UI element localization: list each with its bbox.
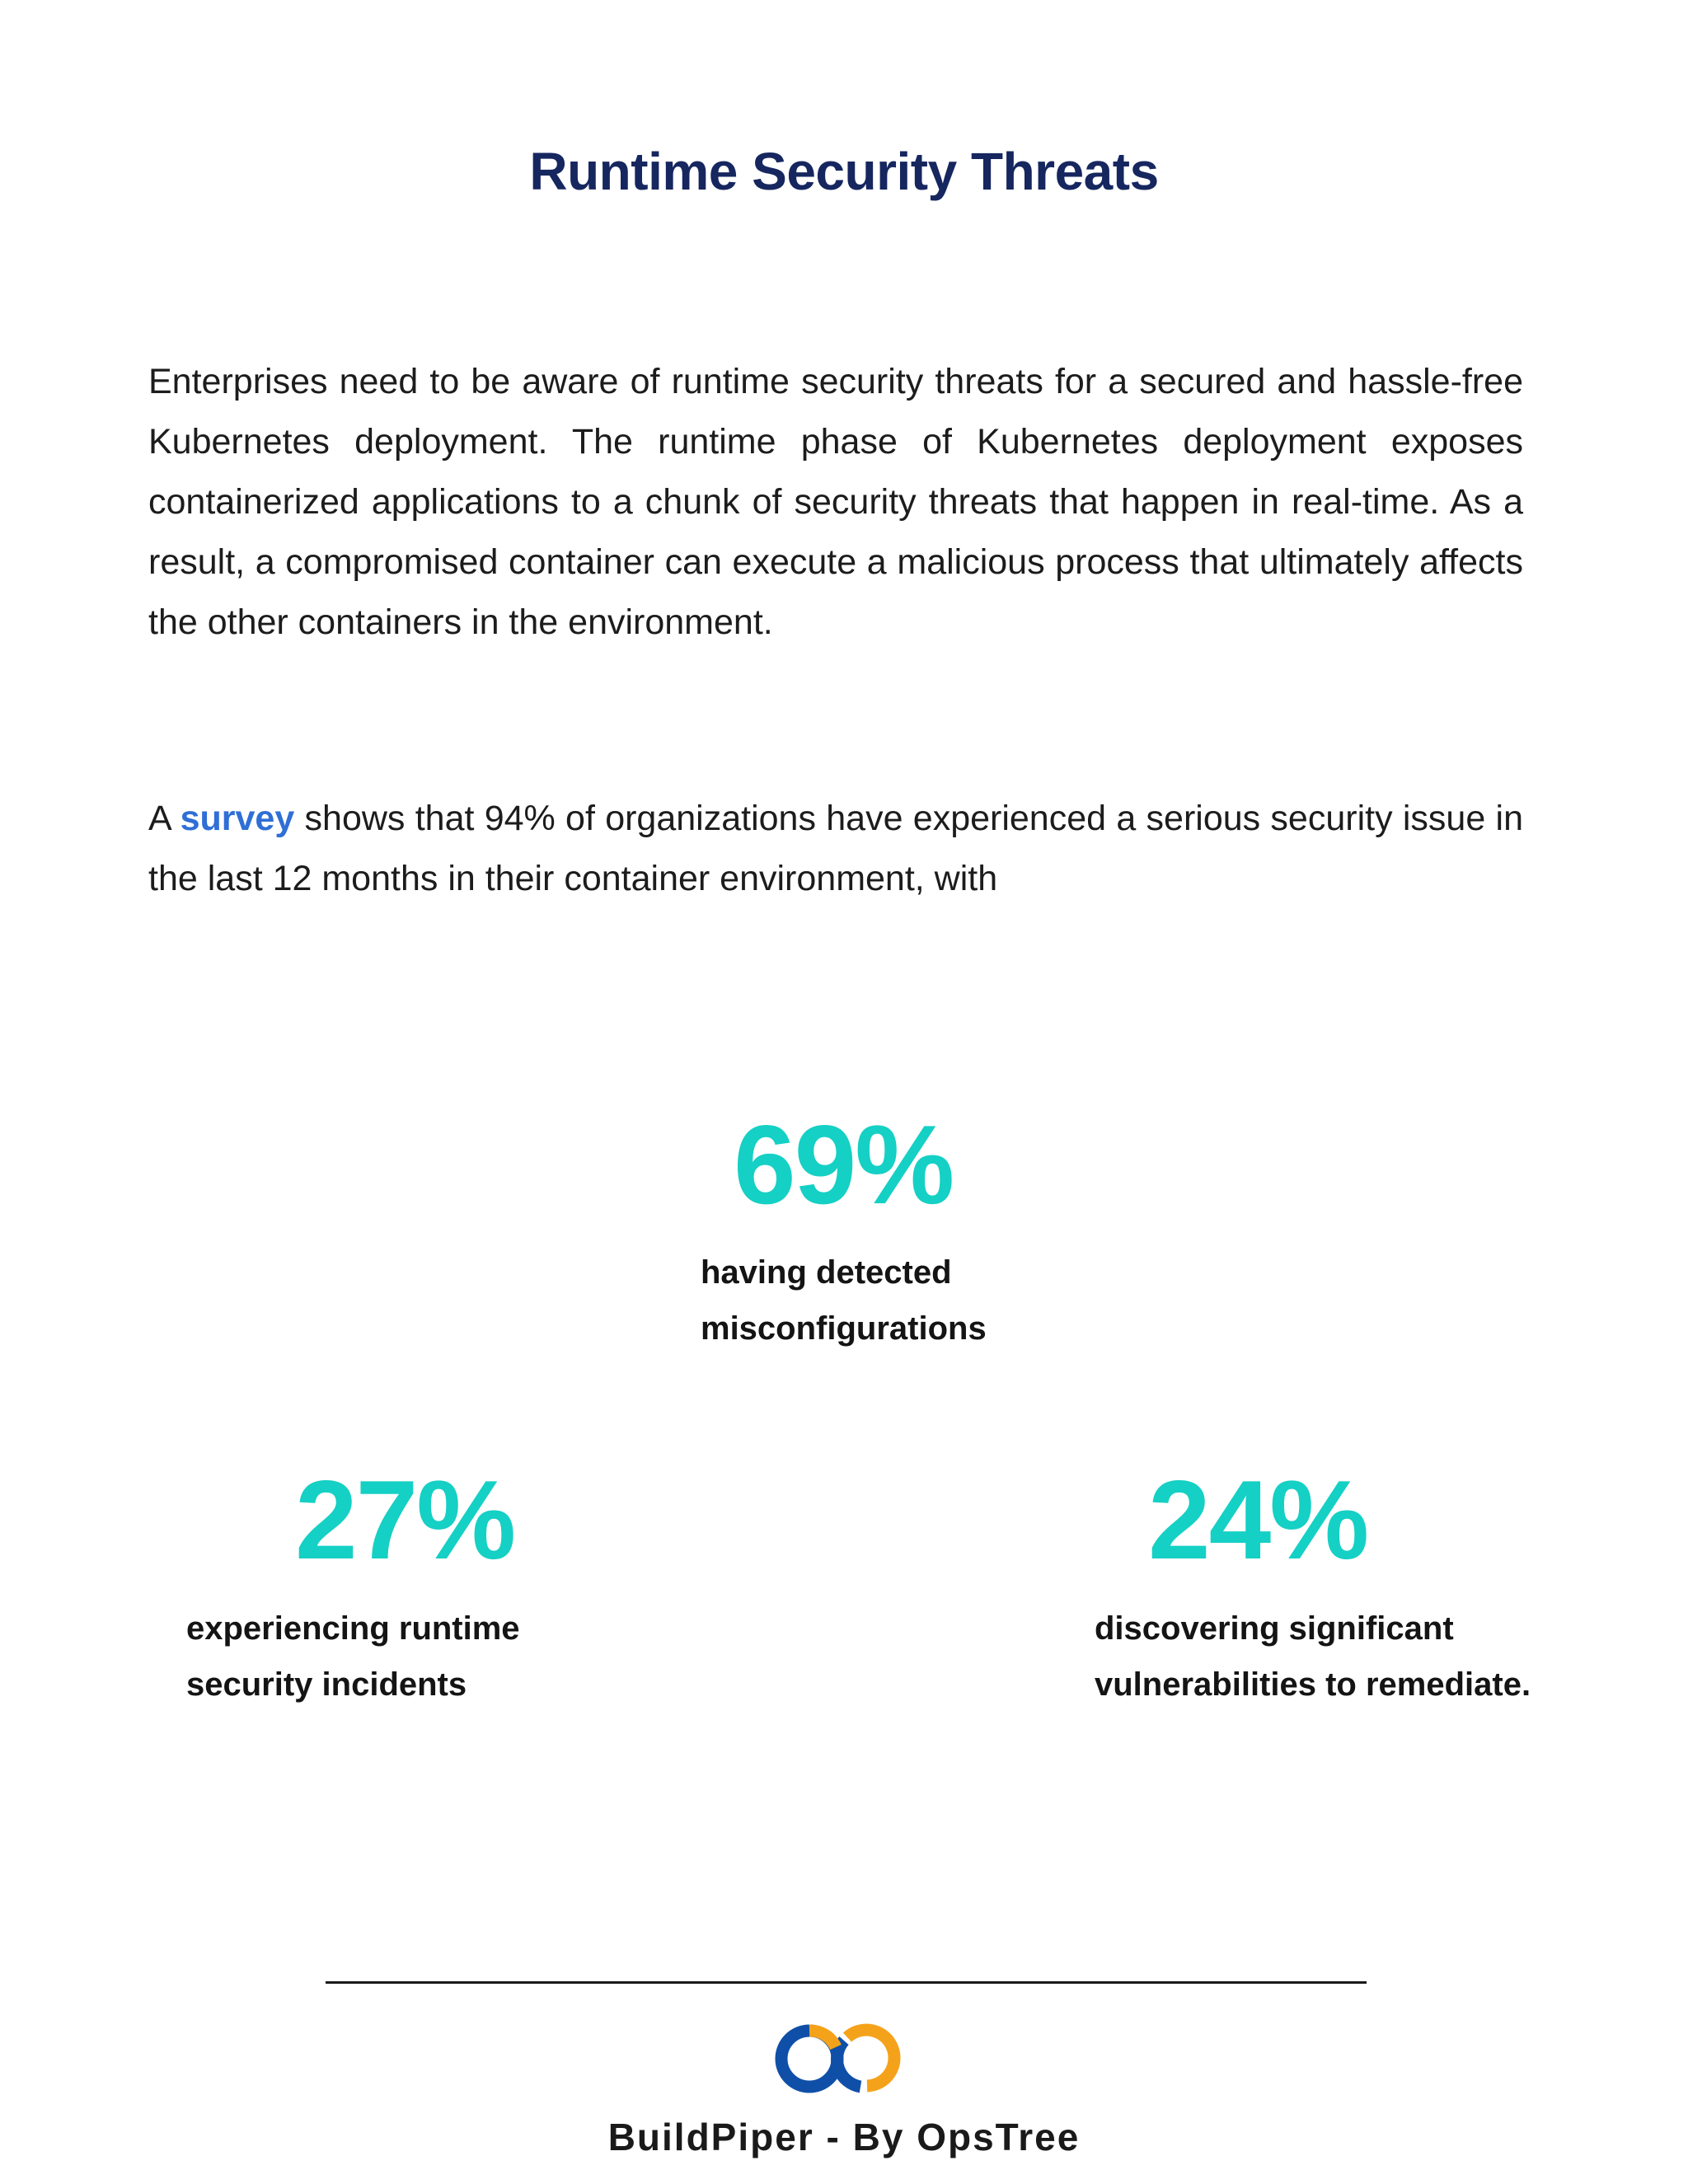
stat-label-line: vulnerabilities to remediate. bbox=[1095, 1666, 1531, 1703]
intro-paragraph: Enterprises need to be aware of runtime security threats for a secured and hassle-free Kubernetes deployment. The runtime phase of Kubernetes deployment exposes containerized applications to a chunk of security threats that happen in real-time. As a result, a compromised container can execute a malicious process that ultimately affects the other containers in the environment. bbox=[148, 362, 1523, 642]
stat-value-runtime-incidents: 27% bbox=[295, 1457, 515, 1582]
stat-value-vulnerabilities: 24% bbox=[1148, 1457, 1368, 1582]
infinity-rings-icon bbox=[770, 2018, 912, 2100]
stat-value-misconfigurations: 69% bbox=[734, 1102, 954, 1227]
stat-label-line: having detected bbox=[701, 1254, 952, 1291]
stat-label-vulnerabilities bbox=[1095, 1601, 1531, 1713]
survey-prefix: A bbox=[148, 799, 171, 838]
survey-paragraph bbox=[148, 789, 1523, 909]
survey-link[interactable]: survey bbox=[180, 799, 295, 838]
stat-label-line: misconfigurations bbox=[701, 1310, 987, 1347]
stat-label-misconfigurations bbox=[701, 1244, 987, 1357]
stat-label-line: discovering significant bbox=[1095, 1610, 1454, 1647]
stat-label-line: security incidents bbox=[186, 1666, 467, 1703]
stat-label-line: experiencing runtime bbox=[186, 1610, 520, 1647]
footer-brand: BuildPiper - By OpsTree bbox=[607, 2116, 1081, 2158]
stat-label-runtime-incidents bbox=[186, 1601, 520, 1713]
survey-suffix: shows that 94% of organizations have experienced a serious security issue in the last 12 months in their container environment, with bbox=[148, 799, 1523, 898]
page-title: Runtime Security Threats bbox=[529, 141, 1159, 201]
footer-divider bbox=[326, 1981, 1367, 1984]
